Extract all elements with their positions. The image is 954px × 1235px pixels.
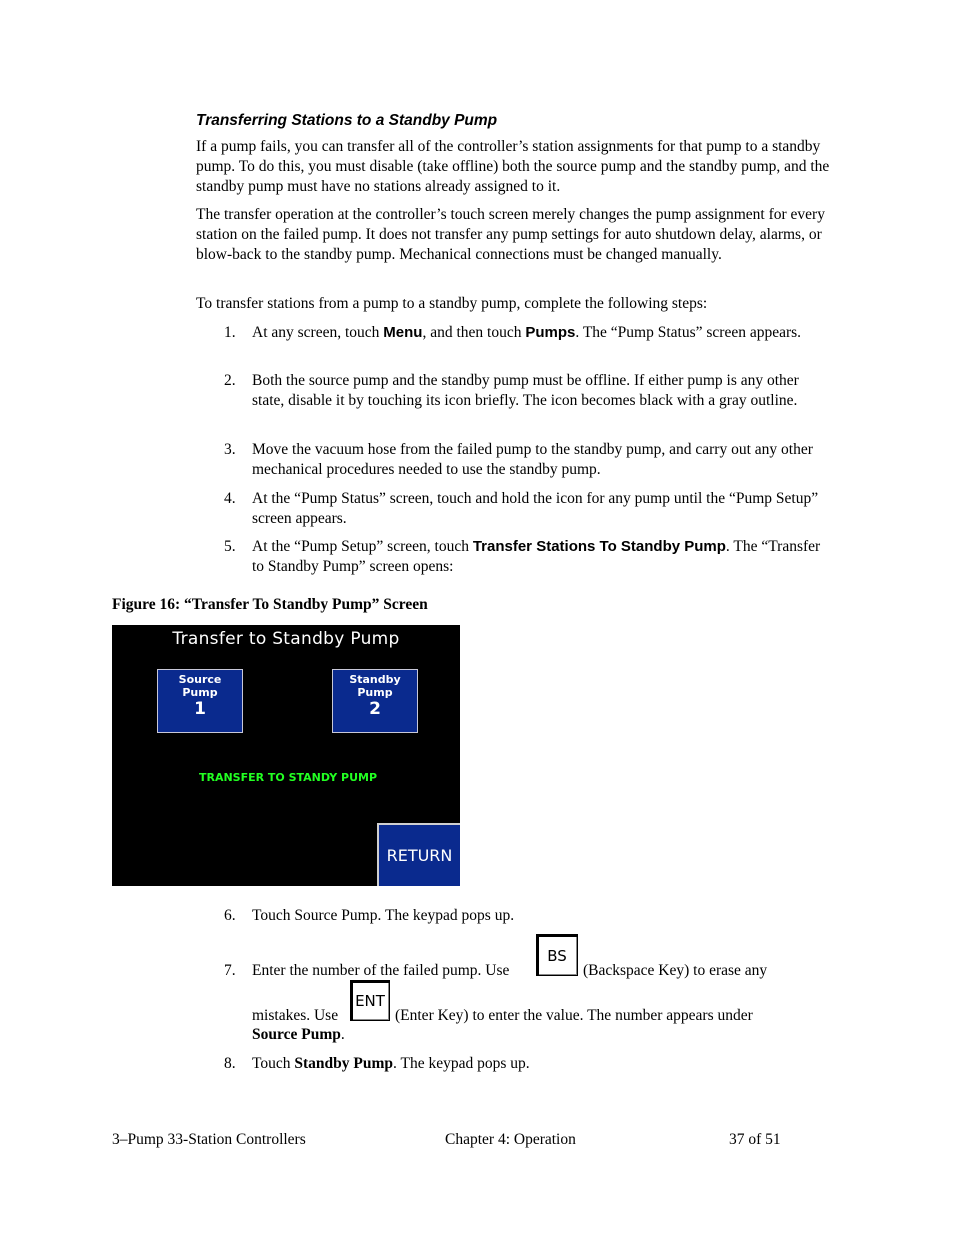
transfer-screen-figure bbox=[112, 625, 460, 886]
pumps-label: Pumps bbox=[525, 324, 576, 341]
footer-left: 3–Pump 33-Station Controllers bbox=[112, 1131, 306, 1148]
step-5: At the “Pump Setup” screen, touch Transfer Stations To Standby Pump. The “Transfer to Standby Pump” screen opens: bbox=[252, 538, 821, 575]
transfer-note-paragraph: The transfer operation at the controller’s touch screen merely changes the pump assignment for every station on the failed pump. It does not transfer any pump settings for auto shutdown delay, alarms, or blow-back to the standby pump. Mechanical connections must be changed manually. bbox=[196, 206, 825, 263]
step-3: Move the vacuum hose from the failed pump to the standby pump, and carry out any other mechanical procedures needed to use the standby pump. bbox=[252, 441, 813, 478]
step-7-line3: Source Pump. bbox=[252, 1026, 345, 1043]
intro-paragraph: If a pump fails, you can transfer all of the controller’s station assignments for that pump to a standby pump. To do this, you must disable (take offline) both the source pump and the standby pump, and the standby pump must have no stations already assigned to it. bbox=[196, 138, 830, 195]
step-7-line2-end: (Enter Key) to enter the value. The number appears under bbox=[395, 1007, 753, 1024]
section-heading: Transferring Stations to a Standby Pump bbox=[196, 112, 498, 129]
step-number: 6. bbox=[224, 907, 236, 924]
step-number: 5. bbox=[224, 538, 236, 555]
step-4: At the “Pump Status” screen, touch and hold the icon for any pump until the “Pump Setup” screen appears. bbox=[252, 490, 819, 527]
step-number: 1. bbox=[224, 324, 236, 341]
step-7-line1-end: (Backspace Key) to erase any bbox=[583, 962, 768, 979]
source-pump-button[interactable] bbox=[157, 669, 243, 733]
menu-label: Menu bbox=[383, 324, 423, 341]
figure-caption: Figure 16: “Transfer To Standby Pump” Screen bbox=[112, 596, 428, 613]
step-number: 7. bbox=[224, 962, 236, 979]
step-7-line2: mistakes. Use bbox=[252, 1007, 339, 1024]
screen-title: Transfer to Standby Pump bbox=[172, 629, 400, 649]
step-7-line1: Enter the number of the failed pump. Use bbox=[252, 962, 510, 979]
backspace-key-icon: BS bbox=[536, 934, 578, 976]
step-1: At any screen, touch Menu, and then touch Pumps. The “Pump Status” screen appears. bbox=[252, 324, 802, 341]
enter-key-icon: ENT bbox=[350, 980, 390, 1021]
return-button[interactable]: RETURN bbox=[377, 823, 460, 886]
standby-pump-value: 2 bbox=[369, 699, 381, 719]
step-number: 2. bbox=[224, 372, 236, 389]
step-8: Touch Standby Pump. The keypad pops up. bbox=[252, 1055, 530, 1072]
page-number: 37 of 51 bbox=[729, 1131, 781, 1148]
source-pump-label: Source Pump bbox=[178, 673, 222, 699]
step-number: 8. bbox=[224, 1055, 236, 1072]
source-pump-value: 1 bbox=[194, 699, 206, 719]
steps-intro: To transfer stations from a pump to a standby pump, complete the following steps: bbox=[196, 295, 708, 312]
standby-pump-label: Standby Pump bbox=[349, 673, 401, 699]
step-2: Both the source pump and the standby pump must be offline. If either pump is any other state, disable it by touching its icon briefly. The icon becomes black with a gray outline. bbox=[252, 372, 799, 409]
footer-center: Chapter 4: Operation bbox=[445, 1131, 576, 1148]
standby-pump-button[interactable] bbox=[332, 669, 418, 733]
step-number: 4. bbox=[224, 490, 236, 507]
transfer-stations-label: Transfer Stations To Standby Pump bbox=[472, 538, 726, 555]
step-6: Touch Source Pump. The keypad pops up. bbox=[252, 907, 515, 924]
transfer-to-standby-button[interactable]: TRANSFER TO STANDY PUMP bbox=[198, 771, 378, 784]
step-number: 3. bbox=[224, 441, 236, 458]
